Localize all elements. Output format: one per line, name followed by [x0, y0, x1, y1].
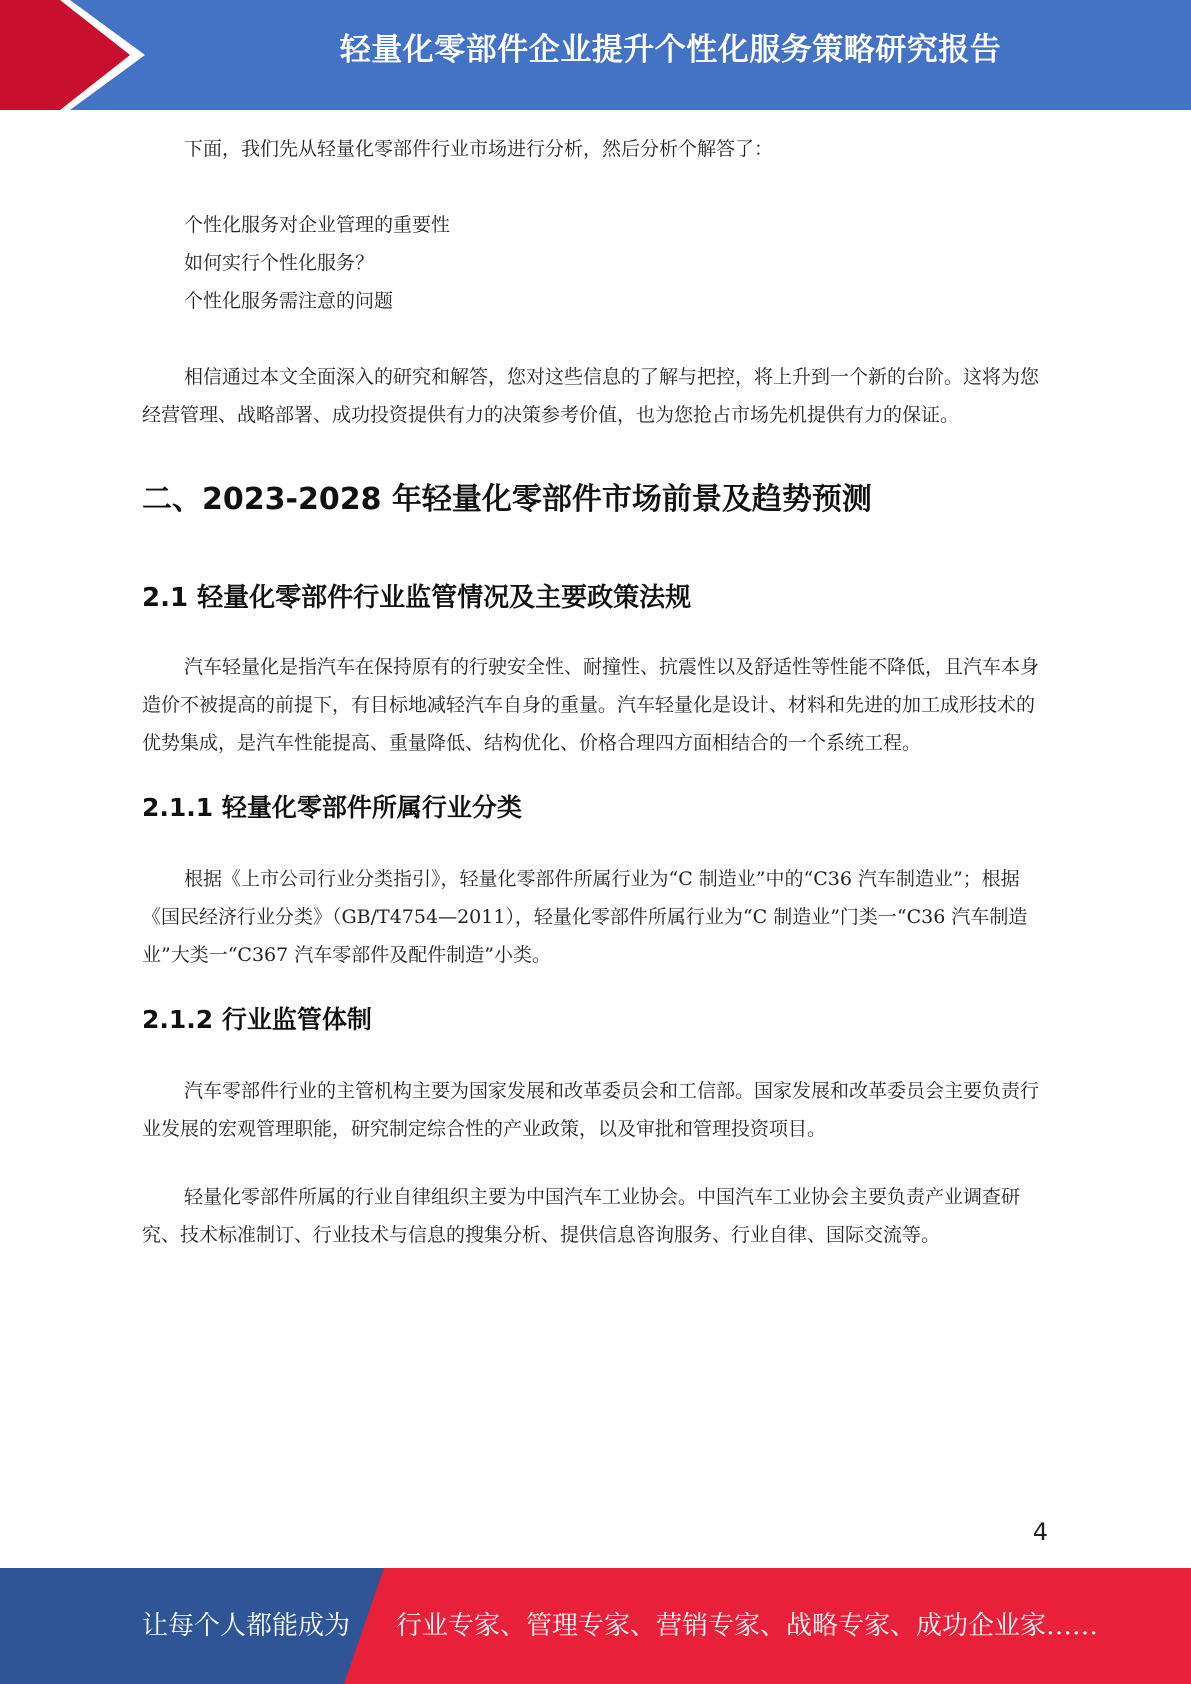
intro-closing: 相信通过本文全面深入的研究和解答，您对这些信息的了解与把控，将上升到一个新的台阶。这将为您经营管理、战略部署、成功投资提供有力的决策参考价值，也为您抢占市场先机提供有力的保证。 [142, 366, 1040, 426]
section-2-1-2-paragraph-2: 轻量化零部件所属的行业自律组织主要为中国汽车工业协会。中国汽车工业协会主要负责产业调查研究、技术标准制订、行业技术与信息的搜集分析、提供信息咨询服务、行业自律、国际交流等。 [142, 1186, 1021, 1246]
intro-lead: 下面，我们先从轻量化零部件行业市场进行分析，然后分析个解答了： [184, 138, 774, 160]
header-arrow-decoration [0, 0, 160, 110]
section-2-1-1-paragraph: 根据《上市公司行业分类指引》，轻量化零部件所属行业为“C 制造业”中的“C36 汽车制造业”；根据《国民经济行业分类》（GB/T4754—2011），轻量化零部件所属行业为“C 制造业”门类一“C36 汽车制造业”大类一“C367 汽车零部件及配件制造”小类。 [142, 868, 1028, 966]
section-2-1-2-paragraph-1: 汽车零部件行业的主管机构主要为国家发展和改革委员会和工信部。国家发展和改革委员会主要负责行业发展的宏观管理职能，研究制定综合性的产业政策，以及审批和管理投资项目。 [142, 1080, 1040, 1140]
list-item: 个性化服务需注意的问题 [184, 290, 394, 312]
section-2-1-2-heading: 2.1.2 行业监管体制 [142, 1005, 372, 1034]
question-list [142, 206, 1047, 320]
section-2-1-paragraph: 汽车轻量化是指汽车在保持原有的行驶安全性、耐撞性、抗震性以及舒适性等性能不降低，且汽车本身造价不被提高的前提下，有目标地减轻汽车自身的重量。汽车轻量化是设计、材料和先进的加工成形技术的优势集成，是汽车性能提高、重量降低、结构优化、价格合理四方面相结合的一个系统工程。 [142, 656, 1040, 754]
list-item: 如何实行个性化服务？ [184, 252, 375, 274]
footer-banner [0, 1568, 1191, 1684]
section-2-1-1-heading: 2.1.1 轻量化零部件所属行业分类 [142, 793, 522, 822]
report-title: 轻量化零部件企业提升个性化服务策略研究报告 [339, 32, 1002, 68]
list-item: 个性化服务对企业管理的重要性 [184, 214, 451, 236]
footer-slogan-right: 行业专家、管理专家、营销专家、战略专家、成功企业家…… [396, 1611, 1099, 1641]
header-banner [0, 0, 1191, 110]
footer-slogan-left: 让每个人都能成为 [142, 1611, 351, 1641]
page-content [142, 130, 1047, 1254]
page-number: 4 [1032, 1518, 1048, 1546]
section-2-heading: 二、2023-2028 年轻量化零部件市场前景及趋势预测 [142, 482, 872, 517]
section-2-1-heading: 2.1 轻量化零部件行业监管情况及主要政策法规 [142, 583, 692, 613]
